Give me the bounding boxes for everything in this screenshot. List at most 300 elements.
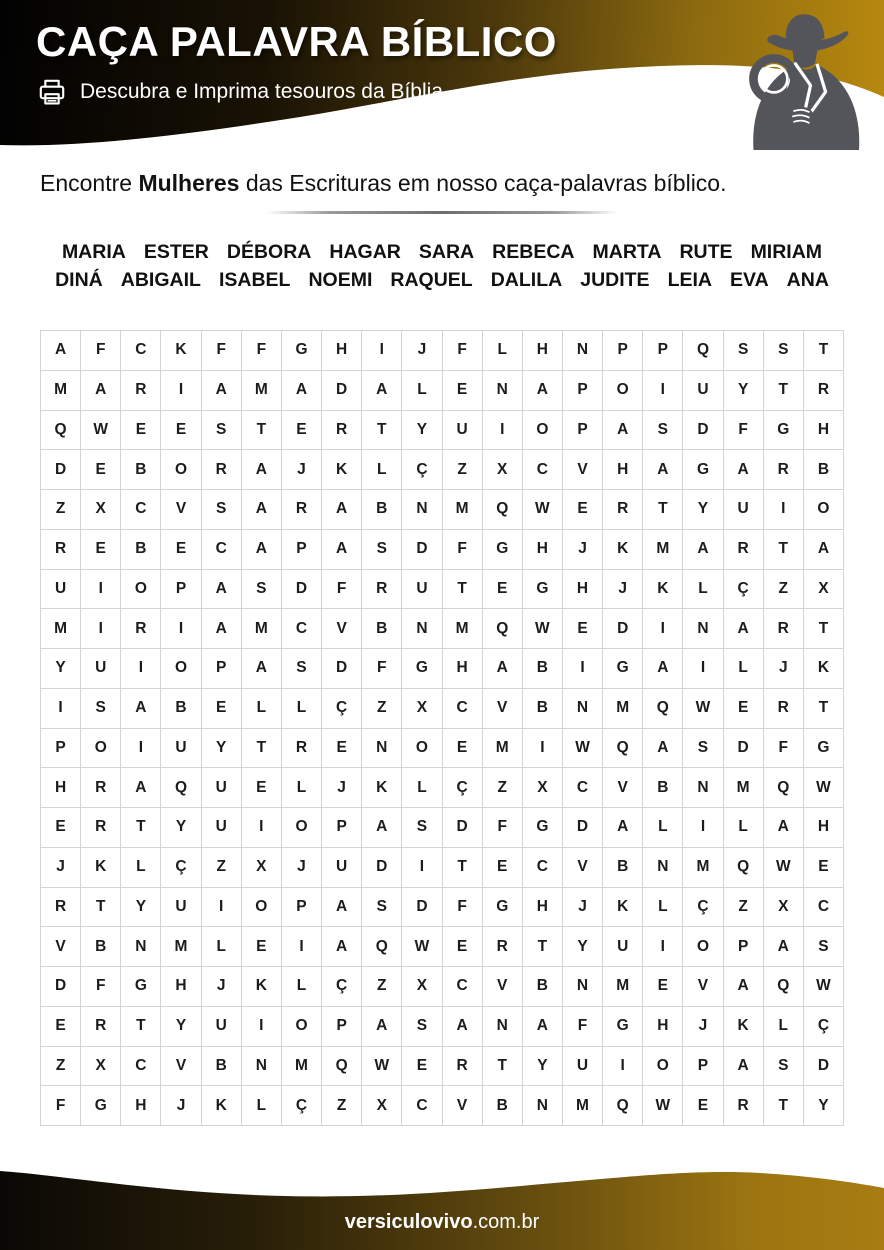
grid-cell: O xyxy=(282,808,322,848)
grid-cell: F xyxy=(202,331,242,371)
grid-cell: A xyxy=(362,371,402,411)
grid-cell: E xyxy=(563,609,603,649)
grid-cell: C xyxy=(121,1047,161,1087)
grid-cell: I xyxy=(523,729,563,769)
grid-cell: Ç xyxy=(804,1007,844,1047)
grid-cell: D xyxy=(362,848,402,888)
grid-cell: Y xyxy=(523,1047,563,1087)
grid-cell: T xyxy=(121,1007,161,1047)
grid-cell: E xyxy=(242,768,282,808)
grid-cell: E xyxy=(563,490,603,530)
grid-cell: F xyxy=(724,411,764,451)
grid-cell: K xyxy=(804,649,844,689)
grid-cell: Q xyxy=(161,768,201,808)
grid-cell: Ç xyxy=(402,450,442,490)
grid-cell: R xyxy=(322,411,362,451)
grid-cell: A xyxy=(523,1007,563,1047)
word-item: ANA xyxy=(786,269,829,291)
grid-cell: Q xyxy=(483,609,523,649)
grid-cell: T xyxy=(242,729,282,769)
grid-cell: A xyxy=(603,411,643,451)
grid-cell: Y xyxy=(563,927,603,967)
grid-cell: C xyxy=(202,530,242,570)
grid-cell: E xyxy=(161,411,201,451)
grid-cell: I xyxy=(121,649,161,689)
grid-cell: R xyxy=(81,768,121,808)
grid-cell: A xyxy=(202,609,242,649)
grid-cell: E xyxy=(81,450,121,490)
grid-cell: H xyxy=(804,808,844,848)
grid-cell: S xyxy=(362,888,402,928)
grid-cell: G xyxy=(81,1086,121,1126)
grid-cell: X xyxy=(402,689,442,729)
grid-cell: S xyxy=(683,729,723,769)
grid-cell: J xyxy=(603,570,643,610)
grid-cell: A xyxy=(724,967,764,1007)
grid-cell: H xyxy=(563,570,603,610)
grid-cell: X xyxy=(523,768,563,808)
word-item: RUTE xyxy=(679,241,733,263)
grid-cell: X xyxy=(81,1047,121,1087)
grid-cell: I xyxy=(563,649,603,689)
grid-cell: N xyxy=(523,1086,563,1126)
instruction-suffix: das Escrituras em nosso caça-palavras bíblico. xyxy=(239,170,727,196)
grid-cell: Ç xyxy=(282,1086,322,1126)
grid-cell: G xyxy=(121,967,161,1007)
word-item: MARTA xyxy=(592,241,662,263)
grid-cell: K xyxy=(643,570,683,610)
grid-cell: N xyxy=(643,848,683,888)
grid-cell: K xyxy=(603,530,643,570)
grid-cell: K xyxy=(81,848,121,888)
grid-cell: R xyxy=(603,490,643,530)
grid-cell: X xyxy=(764,888,804,928)
grid-cell: F xyxy=(443,888,483,928)
grid-cell: A xyxy=(804,530,844,570)
grid-cell: S xyxy=(202,411,242,451)
grid-cell: P xyxy=(322,1007,362,1047)
grid-cell: Z xyxy=(724,888,764,928)
grid-cell: Y xyxy=(161,1007,201,1047)
grid-cell: W xyxy=(523,609,563,649)
grid-cell: E xyxy=(81,530,121,570)
grid-cell: A xyxy=(764,927,804,967)
grid-cell: A xyxy=(443,1007,483,1047)
grid-cell: J xyxy=(282,450,322,490)
grid-cell: Ç xyxy=(161,848,201,888)
grid-cell: O xyxy=(402,729,442,769)
grid-cell: P xyxy=(161,570,201,610)
printer-icon xyxy=(36,76,68,108)
grid-cell: P xyxy=(724,927,764,967)
grid-cell: X xyxy=(81,490,121,530)
grid-cell: D xyxy=(322,649,362,689)
grid-cell: N xyxy=(563,689,603,729)
grid-cell: Y xyxy=(724,371,764,411)
grid-cell: A xyxy=(362,1007,402,1047)
grid-cell: I xyxy=(764,490,804,530)
grid-cell: N xyxy=(683,768,723,808)
word-item: RAQUEL xyxy=(390,269,473,291)
grid-cell: Ç xyxy=(322,689,362,729)
grid-cell: Q xyxy=(483,490,523,530)
grid-cell: B xyxy=(483,1086,523,1126)
grid-cell: E xyxy=(804,848,844,888)
grid-cell: Z xyxy=(41,490,81,530)
grid-cell: N xyxy=(402,609,442,649)
grid-cell: I xyxy=(81,609,121,649)
grid-cell: L xyxy=(362,450,402,490)
grid-cell: Q xyxy=(764,967,804,1007)
grid-cell: E xyxy=(443,371,483,411)
grid-cell: W xyxy=(804,967,844,1007)
grid-cell: P xyxy=(683,1047,723,1087)
grid-cell: I xyxy=(362,331,402,371)
grid-cell: V xyxy=(161,490,201,530)
grid-cell: A xyxy=(724,609,764,649)
grid-cell: P xyxy=(202,649,242,689)
grid-cell: L xyxy=(402,768,442,808)
grid-cell: I xyxy=(402,848,442,888)
grid-cell: A xyxy=(202,371,242,411)
grid-cell: K xyxy=(322,450,362,490)
grid-cell: M xyxy=(603,967,643,1007)
grid-cell: T xyxy=(764,1086,804,1126)
grid-cell: L xyxy=(282,967,322,1007)
grid-cell: W xyxy=(523,490,563,530)
grid-cell: D xyxy=(443,808,483,848)
grid-cell: M xyxy=(242,609,282,649)
grid-cell: A xyxy=(322,490,362,530)
grid-cell: K xyxy=(202,1086,242,1126)
grid-cell: R xyxy=(81,808,121,848)
grid-cell: V xyxy=(603,768,643,808)
grid-cell: G xyxy=(603,649,643,689)
site-domain: .com.br xyxy=(472,1211,540,1233)
grid-cell: S xyxy=(764,1047,804,1087)
grid-cell: G xyxy=(804,729,844,769)
grid-cell: M xyxy=(41,371,81,411)
grid-cell: D xyxy=(603,609,643,649)
grid-cell: U xyxy=(322,848,362,888)
grid-cell: Ç xyxy=(443,768,483,808)
grid-cell: J xyxy=(683,1007,723,1047)
grid-cell: J xyxy=(41,848,81,888)
grid-cell: U xyxy=(443,411,483,451)
grid-cell: C xyxy=(402,1086,442,1126)
grid-cell: F xyxy=(443,331,483,371)
grid-cell: P xyxy=(563,411,603,451)
grid-cell: R xyxy=(81,1007,121,1047)
grid-cell: Z xyxy=(202,848,242,888)
grid-cell: C xyxy=(121,331,161,371)
grid-cell: M xyxy=(603,689,643,729)
grid-cell: Y xyxy=(121,888,161,928)
grid-cell: A xyxy=(282,371,322,411)
grid-cell: I xyxy=(483,411,523,451)
grid-cell: I xyxy=(242,1007,282,1047)
letter-grid xyxy=(40,330,844,1126)
grid-cell: H xyxy=(523,888,563,928)
grid-cell: W xyxy=(643,1086,683,1126)
grid-cell: K xyxy=(603,888,643,928)
grid-cell: A xyxy=(523,371,563,411)
grid-cell: I xyxy=(161,371,201,411)
grid-cell: I xyxy=(81,570,121,610)
grid-cell: E xyxy=(121,411,161,451)
grid-cell: B xyxy=(523,649,563,689)
grid-cell: G xyxy=(683,450,723,490)
grid-cell: G xyxy=(764,411,804,451)
grid-cell: B xyxy=(202,1047,242,1087)
grid-cell: Ç xyxy=(724,570,764,610)
footer-banner xyxy=(0,1168,884,1250)
grid-cell: R xyxy=(41,888,81,928)
grid-cell: A xyxy=(724,1047,764,1087)
grid-cell: M xyxy=(443,609,483,649)
grid-cell: Y xyxy=(41,649,81,689)
grid-cell: A xyxy=(242,530,282,570)
grid-cell: N xyxy=(563,331,603,371)
grid-cell: Y xyxy=(402,411,442,451)
grid-cell: H xyxy=(523,331,563,371)
grid-cell: B xyxy=(643,768,683,808)
grid-cell: D xyxy=(41,967,81,1007)
footer-wave xyxy=(0,1168,884,1250)
grid-cell: L xyxy=(242,689,282,729)
grid-cell: E xyxy=(443,729,483,769)
grid-cell: V xyxy=(443,1086,483,1126)
grid-cell: B xyxy=(121,450,161,490)
grid-cell: C xyxy=(804,888,844,928)
grid-cell: F xyxy=(81,967,121,1007)
grid-cell: O xyxy=(161,649,201,689)
grid-cell: M xyxy=(563,1086,603,1126)
grid-cell: I xyxy=(603,1047,643,1087)
grid-cell: Y xyxy=(683,490,723,530)
grid-cell: D xyxy=(282,570,322,610)
word-item: ESTER xyxy=(143,241,209,263)
grid-cell: R xyxy=(121,371,161,411)
grid-cell: C xyxy=(282,609,322,649)
grid-cell: F xyxy=(362,649,402,689)
grid-cell: O xyxy=(643,1047,683,1087)
grid-cell: S xyxy=(362,530,402,570)
subtitle-row xyxy=(36,76,449,108)
grid-cell: N xyxy=(483,1007,523,1047)
grid-cell: V xyxy=(41,927,81,967)
grid-cell: Z xyxy=(764,570,804,610)
grid-cell: J xyxy=(161,1086,201,1126)
grid-cell: C xyxy=(121,490,161,530)
grid-cell: V xyxy=(563,848,603,888)
grid-cell: F xyxy=(41,1086,81,1126)
grid-cell: R xyxy=(764,450,804,490)
subtitle-text: Descubra e Imprima tesouros da Bíblia. xyxy=(80,80,449,103)
grid-cell: H xyxy=(443,649,483,689)
grid-cell: E xyxy=(683,1086,723,1126)
word-item: JUDITE xyxy=(580,269,650,291)
grid-cell: Ç xyxy=(683,888,723,928)
grid-cell: B xyxy=(523,967,563,1007)
grid-cell: T xyxy=(362,411,402,451)
grid-cell: J xyxy=(563,888,603,928)
grid-cell: X xyxy=(483,450,523,490)
grid-cell: A xyxy=(242,450,282,490)
grid-cell: O xyxy=(282,1007,322,1047)
grid-cell: E xyxy=(724,689,764,729)
divider-line xyxy=(266,211,618,214)
grid-cell: A xyxy=(322,927,362,967)
grid-cell: R xyxy=(724,1086,764,1126)
grid-cell: O xyxy=(603,371,643,411)
word-item: MARIA xyxy=(61,241,126,263)
grid-cell: Y xyxy=(161,808,201,848)
grid-cell: M xyxy=(41,609,81,649)
word-item: NOEMI xyxy=(308,269,373,291)
grid-cell: I xyxy=(121,729,161,769)
grid-cell: R xyxy=(362,570,402,610)
grid-cell: T xyxy=(483,1047,523,1087)
grid-cell: G xyxy=(402,649,442,689)
grid-cell: Q xyxy=(41,411,81,451)
grid-cell: M xyxy=(683,848,723,888)
grid-cell: U xyxy=(724,490,764,530)
grid-cell: T xyxy=(121,808,161,848)
grid-cell: W xyxy=(81,411,121,451)
grid-cell: X xyxy=(242,848,282,888)
grid-cell: K xyxy=(362,768,402,808)
grid-cell: C xyxy=(443,689,483,729)
grid-cell: O xyxy=(121,570,161,610)
header-banner xyxy=(0,0,884,158)
grid-cell: A xyxy=(81,371,121,411)
grid-cell: D xyxy=(41,450,81,490)
grid-cell: Ç xyxy=(322,967,362,1007)
grid-cell: H xyxy=(603,450,643,490)
grid-cell: U xyxy=(202,768,242,808)
grid-cell: G xyxy=(483,530,523,570)
grid-cell: B xyxy=(603,848,643,888)
grid-cell: W xyxy=(402,927,442,967)
grid-cell: Q xyxy=(683,331,723,371)
grid-cell: C xyxy=(443,967,483,1007)
grid-cell: V xyxy=(483,689,523,729)
grid-cell: L xyxy=(483,331,523,371)
grid-cell: R xyxy=(764,689,804,729)
grid-cell: T xyxy=(764,530,804,570)
word-item: REBECA xyxy=(492,241,575,263)
grid-cell: M xyxy=(643,530,683,570)
word-item: EVA xyxy=(730,269,769,291)
grid-cell: O xyxy=(242,888,282,928)
grid-cell: E xyxy=(202,689,242,729)
grid-cell: W xyxy=(563,729,603,769)
grid-cell: U xyxy=(683,371,723,411)
grid-cell: T xyxy=(523,927,563,967)
grid-cell: R xyxy=(41,530,81,570)
grid-cell: T xyxy=(443,570,483,610)
grid-cell: Q xyxy=(603,729,643,769)
grid-cell: K xyxy=(161,331,201,371)
grid-cell: V xyxy=(683,967,723,1007)
grid-cell: T xyxy=(81,888,121,928)
grid-cell: M xyxy=(443,490,483,530)
grid-cell: H xyxy=(121,1086,161,1126)
grid-cell: P xyxy=(282,530,322,570)
grid-cell: J xyxy=(563,530,603,570)
grid-cell: V xyxy=(483,967,523,1007)
grid-cell: Z xyxy=(443,450,483,490)
grid-cell: U xyxy=(402,570,442,610)
grid-cell: H xyxy=(804,411,844,451)
grid-cell: F xyxy=(322,570,362,610)
grid-cell: I xyxy=(242,808,282,848)
grid-cell: A xyxy=(764,808,804,848)
grid-cell: J xyxy=(282,848,322,888)
grid-cell: L xyxy=(282,689,322,729)
grid-cell: W xyxy=(804,768,844,808)
grid-cell: I xyxy=(202,888,242,928)
grid-cell: J xyxy=(402,331,442,371)
grid-cell: A xyxy=(683,530,723,570)
grid-cell: L xyxy=(683,570,723,610)
word-item: SARA xyxy=(418,241,475,263)
grid-cell: L xyxy=(282,768,322,808)
grid-cell: R xyxy=(282,729,322,769)
word-item: HAGAR xyxy=(329,241,401,263)
grid-cell: P xyxy=(603,331,643,371)
word-item: DÉBORA xyxy=(226,241,312,263)
grid-cell: B xyxy=(121,530,161,570)
grid-cell: J xyxy=(764,649,804,689)
grid-cell: A xyxy=(603,808,643,848)
grid-cell: B xyxy=(362,609,402,649)
grid-cell: E xyxy=(402,1047,442,1087)
grid-cell: A xyxy=(322,888,362,928)
grid-cell: H xyxy=(161,967,201,1007)
grid-cell: D xyxy=(724,729,764,769)
grid-cell: F xyxy=(443,530,483,570)
instruction-highlight: Mulheres xyxy=(138,170,240,196)
grid-cell: T xyxy=(443,848,483,888)
grid-cell: F xyxy=(764,729,804,769)
grid-cell: R xyxy=(483,927,523,967)
grid-cell: Q xyxy=(362,927,402,967)
grid-cell: N xyxy=(362,729,402,769)
grid-cell: B xyxy=(804,450,844,490)
grid-cell: P xyxy=(643,331,683,371)
grid-cell: V xyxy=(322,609,362,649)
grid-cell: I xyxy=(282,927,322,967)
grid-cell: X xyxy=(362,1086,402,1126)
grid-cell: L xyxy=(121,848,161,888)
grid-cell: E xyxy=(41,808,81,848)
grid-cell: G xyxy=(483,888,523,928)
grid-cell: C xyxy=(563,768,603,808)
word-list-row-2 xyxy=(0,266,884,294)
grid-cell: P xyxy=(563,371,603,411)
grid-cell: Q xyxy=(764,768,804,808)
word-list-row-1 xyxy=(0,238,884,266)
word-list xyxy=(0,238,884,294)
site-url xyxy=(0,1211,884,1234)
grid-cell: K xyxy=(242,967,282,1007)
grid-cell: T xyxy=(242,411,282,451)
grid-cell: P xyxy=(282,888,322,928)
grid-cell: A xyxy=(121,689,161,729)
grid-cell: L xyxy=(402,371,442,411)
